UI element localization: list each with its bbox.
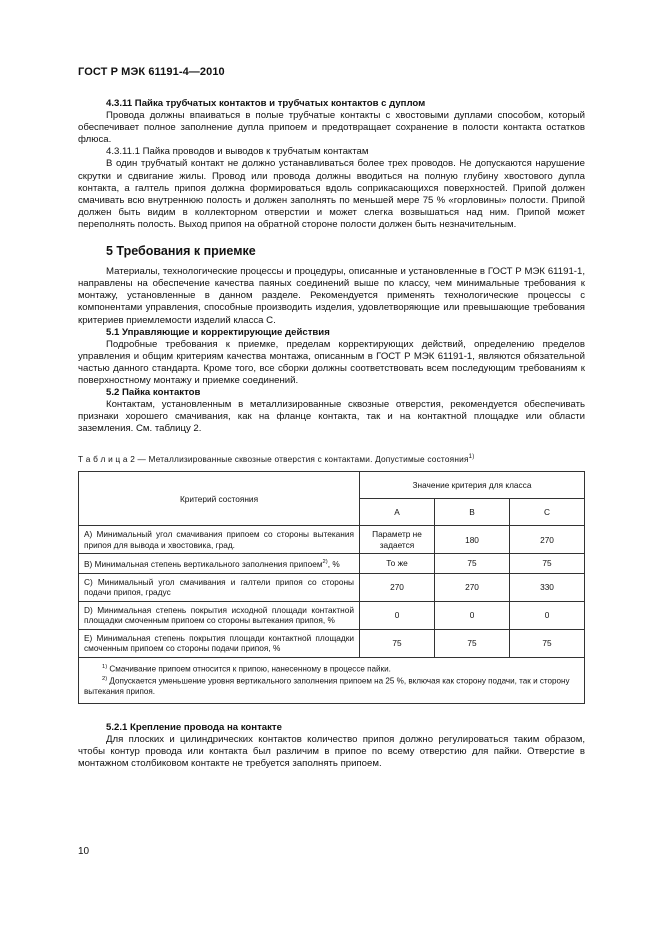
row-criterion-text: В) Минимальная степень вертикального заполнения припоем [84,559,323,570]
row-criterion: С) Минимальный угол смачивания и галтели припоя со стороны подачи припоя, градус [79,573,360,601]
table-caption-footnote-mark: 1) [468,454,475,461]
footnote-1-mark: 1) [102,663,108,670]
section-5-2-1-paragraph: Для плоских и цилиндрических контактов количество припоя должно регулироваться таким образом, чтобы контур провода или контакта был различим в припое по всему отверстию для пайки. Отверстие в монтажном столбиковом контакте не требуется заполнять припоем. [78,733,585,769]
row-value-a: То же [360,554,435,573]
table-notes [79,657,585,703]
row-value-b: 180 [435,526,510,554]
section-5-heading: 5 Требования к приемке [106,244,256,259]
header-class-b: B [435,499,510,526]
table-notes-row [79,657,585,703]
table-row [79,573,585,601]
page-number: 10 [78,846,90,857]
section-4-3-11-1-paragraph: В один трубчатый контакт не должно устанавливаться более трех проводов. Не допускаются нарушение скрутки и сдвигание жилы. Провод или провода должны вводиться на полную глубину хвостового дупла контакта, а галтель припоя должна формироваться вдоль соприкасающихся поверхностей. Припой должен смачивать всю внутреннюю полость и должен заполнять по меньшей мере 75 % «горловины» полости. Припой должен быть видим в коллекторном отверстии и может слегка возвышаться над ним. Припой может переполнять полость. Выход припоя на обратной стороне полости должен быть незначительным. [78,158,585,230]
table-caption-text: Т а б л и ц а 2 — Металлизированные сквозные отверстия с контактами. Допустимые состояния [78,454,469,465]
row-criterion [79,554,360,573]
row-criterion-footnote-mark: 2) [322,559,328,566]
row-value-b: 270 [435,573,510,601]
row-value-a: 270 [360,573,435,601]
row-value-b: 0 [435,601,510,629]
row-value-a: 75 [360,629,435,657]
table-caption [78,451,585,465]
section-5-1-heading: 5.1 Управляющие и корректирующие действия [106,326,330,338]
criteria-table [78,471,585,703]
table-row [79,526,585,554]
section-5-paragraph: Материалы, технологические процессы и процедуры, описанные и установленные в ГОСТ Р МЭК 61191-1, направлены на обеспечение качества паяных соединений выше по классу, чем минимальные требования к монтажу, установленные в данном разделе. Рекомендуется применять технологические процессы с компонентами управления, способные производить изделия, удовлетворяющие или превышающие требования критериев приемлемости изделий класса С. [78,266,585,326]
table-row [79,554,585,573]
row-criterion: А) Минимальный угол смачивания припоем со стороны вытекания припоя для вывода и хвостовика, град. [79,526,360,554]
footnote-2-mark: 2) [102,676,108,683]
row-value-c: 330 [510,573,585,601]
row-value-c: 270 [510,526,585,554]
row-value-c: 75 [510,629,585,657]
section-5-2-heading: 5.2 Пайка контактов [106,387,201,399]
header-class-a: A [360,499,435,526]
table-row [79,601,585,629]
table-row [79,629,585,657]
header-value-group: Значение критерия для класса [360,472,585,499]
document-header: ГОСТ Р МЭК 61191-4—2010 [78,66,225,78]
header-class-c: C [510,499,585,526]
row-value-a: Параметр не задается [360,526,435,554]
row-value-c: 75 [510,554,585,573]
table-header-row [79,472,585,499]
footnote-2-text: Допускается уменьшение уровня вертикального заполнения припоем на 25 %, включая как сторону подачи, так и сторону вытекания припоя. [84,677,570,697]
section-4-3-11-paragraph: Провода должны впаиваться в полые трубчатые контакты с хвостовыми дуплами способом, который обеспечивает полное заполнение дупла припоем и предотвращает сохранение в полости контакта остатков флюса. [78,110,585,146]
footnote-1 [84,662,579,675]
header-criterion: Критерий состояния [79,472,360,526]
row-criterion: D) Минимальная степень покрытия исходной площади контактной площадки смоченным припоем со стороны вытекания припоя, % [79,601,360,629]
row-value-c: 0 [510,601,585,629]
page-content [78,98,585,770]
section-5-2-1-heading: 5.2.1 Крепление провода на контакте [106,721,282,733]
row-value-a: 0 [360,601,435,629]
footnote-1-text: Смачивание припоем относится к припою, нанесенному в процессе пайки. [109,664,391,674]
row-criterion: Е) Минимальная степень покрытия площади контактной площадки смоченным припоем со стороны подачи припоя, % [79,629,360,657]
row-criterion-unit: , % [327,559,340,570]
section-5-2-paragraph: Контактам, установленным в металлизированные сквозные отверстия, рекомендуется обеспечивать признаки хорошего смачивания, как на фланце контакта, так и на контактной площадке или области заземления. См. таблицу 2. [78,399,585,435]
row-value-b: 75 [435,554,510,573]
section-4-3-11-heading: 4.3.11 Пайка трубчатых контактов и трубчатых контактов с дуплом [106,98,426,109]
row-value-b: 75 [435,629,510,657]
section-5-1-paragraph: Подробные требования к приемке, пределам корректирующих действий, определению пределов управления и общим критериям качества монтажа, описанным в ГОСТ Р МЭК 61191-1, являются обязательной частью данного стандарта. Кроме того, все сборки должны соответствовать всем последующим требованиям к поверхностному монтажу и приемке соединений. [78,338,585,386]
footnote-2 [84,674,579,697]
section-4-3-11-1-heading: 4.3.11.1 Пайка проводов и выводов к трубчатым контактам [106,146,369,158]
